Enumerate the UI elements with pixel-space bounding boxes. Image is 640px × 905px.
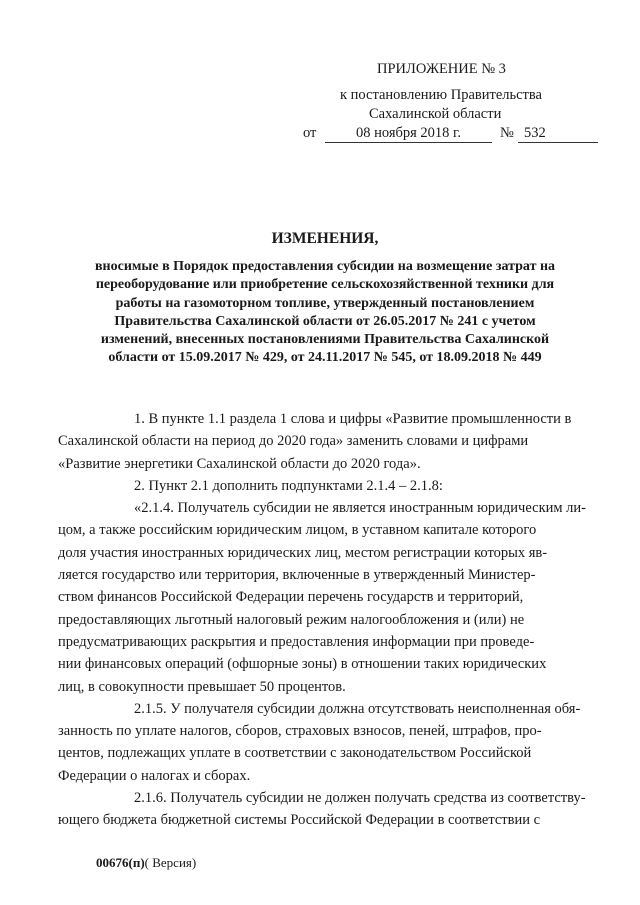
- text-line: «Развитие энергетики Сахалинской области до 2020 года».: [58, 455, 421, 472]
- annex-date-row: [300, 124, 600, 144]
- document-body: [58, 408, 604, 832]
- annex-region-line: Сахалинской области: [369, 106, 502, 122]
- annex-reference-line: к постановлению Правительства: [340, 87, 542, 103]
- paragraph-item-2-1-6: [58, 787, 604, 832]
- text-line: лиц, в совокупности превышает 50 процентов.: [58, 678, 346, 695]
- text-line: предоставляющих льготный налоговый режим налогообложения и (или) не: [58, 611, 525, 628]
- text-line: центов, подлежащих уплате в соответствии с законодательством Российской: [58, 745, 532, 762]
- text-line: ством финансов Российской Федерации перечень государств и территорий,: [58, 589, 524, 606]
- text-line: 2.1.5. У получателя субсидии должна отсутствовать неисполненная обя-: [134, 700, 581, 717]
- document-heading: ИЗМЕНЕНИЯ,: [271, 230, 379, 247]
- text-line: цом, а также российским юридическим лицом, в уставном капитале которого: [58, 522, 537, 539]
- decree-date: 08 ноября 2018 г.: [325, 124, 492, 143]
- text-line: «2.1.4. Получатель субсидии не является иностранным юридическим ли-: [134, 500, 587, 517]
- text-line: Сахалинской области на период до 2020 года» заменить словами и цифрами: [58, 433, 529, 450]
- document-footer: [96, 855, 196, 871]
- subheading-line: вносимые в Порядок предоставления субсидии на возмещение затрат на: [94, 259, 556, 274]
- decree-number: 532: [518, 124, 598, 143]
- annex-title: ПРИЛОЖЕНИЕ № 3: [377, 61, 506, 77]
- subheading-line: области от 15.09.2017 № 429, от 24.11.2017 № 545, от 18.09.2018 № 449: [108, 350, 542, 366]
- from-label: от: [303, 125, 317, 141]
- paragraph-item-2-1-5: [58, 698, 604, 787]
- text-line: занность по уплате налогов, сборов, страховых взносов, пеней, штрафов, про-: [58, 723, 542, 740]
- text-line: 2. Пункт 2.1 дополнить подпунктами 2.1.4 – 2.1.8:: [134, 477, 443, 494]
- document-version: ( Версия): [144, 855, 197, 870]
- text-line: Федерации о налогах и сборах.: [58, 767, 251, 784]
- subheading-line: изменений, внесенных постановлениями Правительства Сахалинской: [100, 332, 550, 348]
- document-subheading: [55, 258, 595, 368]
- paragraph-item-1: [58, 408, 604, 475]
- document-code: 00676(п): [96, 855, 145, 870]
- text-line: предусматривающих раскрытия и предоставления информации при проведе-: [58, 633, 535, 650]
- subheading-line: Правительства Сахалинской области от 26.05.2017 № 241 с учетом: [114, 313, 536, 329]
- subheading-line: работы на газомоторном топливе, утвержденный постановлением: [115, 295, 535, 311]
- paragraph-item-2-1-4: [58, 497, 604, 698]
- number-label: №: [500, 125, 514, 141]
- text-line: 2.1.6. Получатель субсидии не должен получать средства из соответству-: [134, 790, 586, 807]
- subheading-line: переоборудование или приобретение сельскохозяйственной техники для: [95, 277, 555, 293]
- text-line: 1. В пункте 1.1 раздела 1 слова и цифры «Развитие промышленности в: [134, 411, 572, 427]
- text-line: нии финансовых операций (офшорные зоны) в отношении таких юридических: [58, 656, 547, 673]
- text-line: ющего бюджета бюджетной системы Российской Федерации в соответствии с: [58, 812, 541, 829]
- text-line: ляется государство или территория, включенные в утвержденный Министер-: [58, 567, 536, 584]
- text-line: доля участия иностранных юридических лиц, местом регистрации которых яв-: [58, 544, 548, 561]
- paragraph-item-2: [96, 475, 604, 497]
